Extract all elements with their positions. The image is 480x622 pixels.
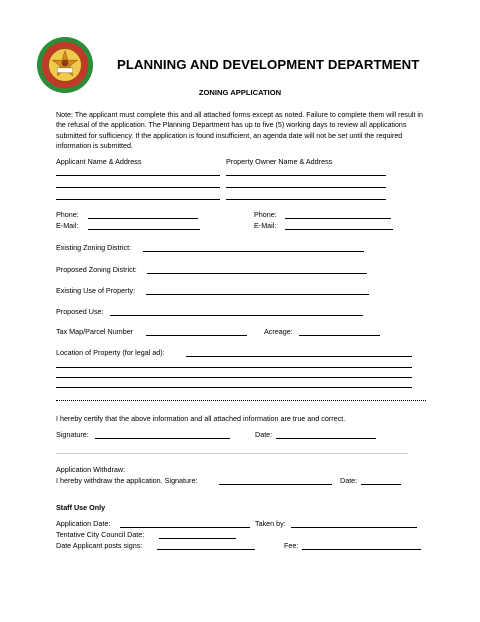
taken-by-label: Taken by: [255,519,286,528]
applicant-email-label: E-Mail: [56,221,79,230]
acreage-field[interactable] [299,335,380,336]
withdraw-date-field[interactable] [361,484,401,485]
certify-signature-label: Signature: [56,430,89,439]
form-title: ZONING APPLICATION [198,88,282,97]
location-field-line-2[interactable] [56,367,412,368]
department-title: PLANNING AND DEVELOPMENT DEPARTMENT [117,57,420,72]
proposed-zoning-label: Proposed Zoning District: [56,265,137,274]
tax-map-label: Tax Map/Parcel Number [56,327,134,336]
withdraw-signature-field[interactable] [219,484,332,485]
section-divider-thin [56,453,408,454]
posts-signs-field[interactable] [157,549,255,550]
section-divider-dotted [56,400,426,401]
applicant-label: Applicant Name & Address [56,157,142,166]
proposed-zoning-field[interactable] [147,273,367,274]
council-date-label: Tentative City Council Date: [56,530,145,539]
certify-text: I hereby certify that the above information and all attached information are true and correct. [56,414,346,423]
existing-zoning-field[interactable] [143,251,364,252]
owner-address-line-3[interactable] [226,199,386,200]
application-date-field[interactable] [120,527,250,528]
location-field-line-4[interactable] [56,387,412,388]
acreage-label: Acreage: [264,327,293,336]
owner-phone-field[interactable] [285,218,391,219]
certify-signature-field[interactable] [95,438,230,439]
location-field-line-1[interactable] [186,356,412,357]
applicant-address-line-2[interactable] [56,187,220,188]
withdraw-text: I hereby withdraw the application. Signature: [56,476,198,485]
applicant-phone-label: Phone: [56,210,79,219]
owner-phone-label: Phone: [254,210,277,219]
applicant-phone-field[interactable] [88,218,198,219]
existing-zoning-label: Existing Zoning District: [56,243,132,252]
applicant-email-field[interactable] [88,229,200,230]
owner-address-line-2[interactable] [226,187,386,188]
staff-use-title: Staff Use Only [56,503,106,512]
withdraw-date-label: Date: [340,476,358,485]
certify-date-field[interactable] [276,438,376,439]
applicant-address-line-3[interactable] [56,199,220,200]
existing-use-field[interactable] [146,294,369,295]
certify-date-label: Date: [255,430,273,439]
proposed-use-label: Proposed Use: [56,307,104,316]
city-seal-logo [36,36,94,94]
applicant-address-line-1[interactable] [56,175,220,176]
location-label: Location of Property (for legal ad): [56,348,165,357]
fee-label: Fee: [284,541,299,550]
posts-signs-label: Date Applicant posts signs: [56,541,143,550]
existing-use-label: Existing Use of Property: [56,286,136,295]
owner-email-label: E-Mail: [254,221,277,230]
fee-field[interactable] [302,549,421,550]
note-paragraph: Note: The applicant must complete this and all attached forms except as noted. Failure to complete them will result in the refusal of the application. The Planning Department has up to five (5) working days to review all applications submitted for sufficiency. If the application is found insufficient, an agenda date will not be set until the required information is submitted. [56,111,423,151]
proposed-use-field[interactable] [110,315,363,316]
taken-by-field[interactable] [291,527,417,528]
owner-email-field[interactable] [285,229,393,230]
council-date-field[interactable] [159,538,236,539]
owner-label: Property Owner Name & Address [226,157,333,166]
owner-address-line-1[interactable] [226,175,386,176]
tax-map-field[interactable] [146,335,247,336]
location-field-line-3[interactable] [56,377,412,378]
application-date-label: Application Date: [56,519,111,528]
withdraw-title: Application Withdraw: [56,465,126,474]
